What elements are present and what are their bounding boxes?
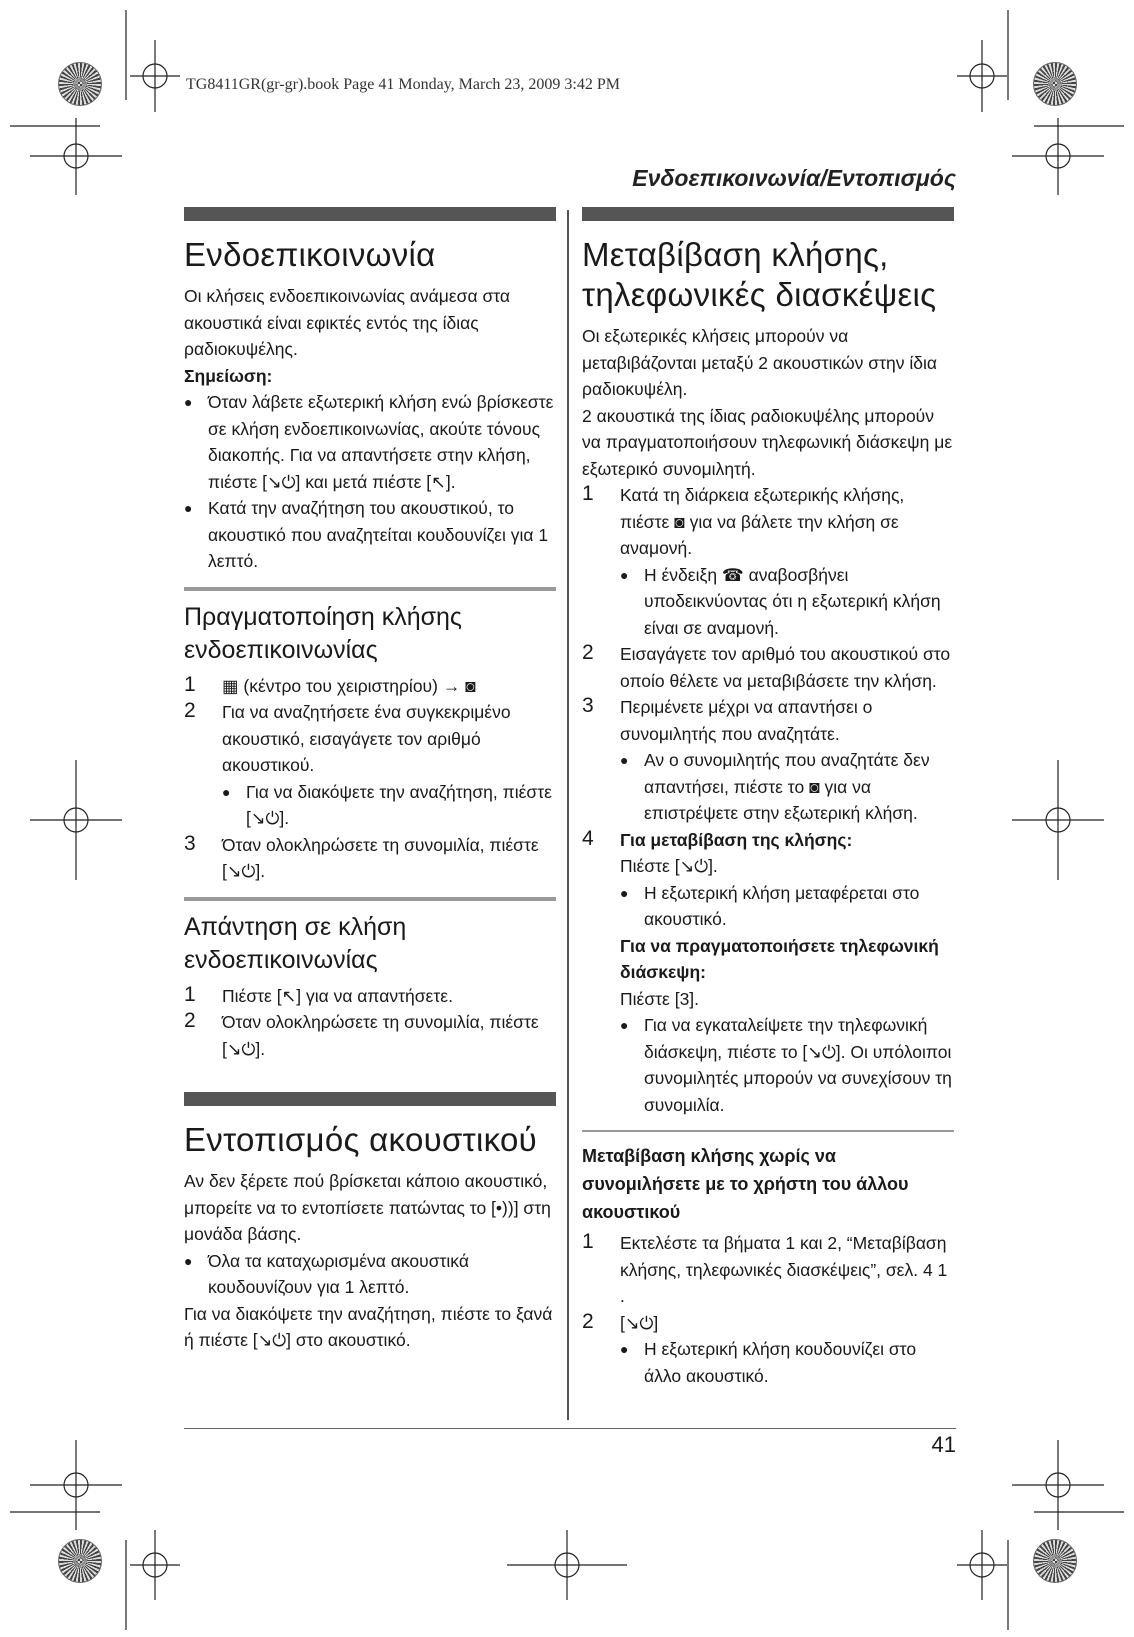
step-text: Όταν ολοκληρώσετε τη συνομιλία, πιέστε [↘⏻].: [222, 1012, 539, 1059]
step-text: Περιμένετε μέχρι να απαντήσει ο συνομιλητής που αναζητάτε.: [620, 697, 873, 744]
step-number: 1: [582, 1230, 594, 1253]
transfer-intro-2: 2 ακουστικά της ίδιας ραδιοκυψέλης μπορούν να πραγματοποιήσουν τηλεφωνική διάσκεψη με εξωτερικό συνομιλητή.: [582, 405, 953, 479]
step-number: 3: [184, 831, 196, 855]
transfer-intro-1: Οι εξωτερικές κλήσεις μπορούν να μεταβιβάζονται μεταξύ 2 ακουστικών στην ίδια ραδιοκυψέλη.: [582, 326, 937, 399]
step-number: 2: [184, 1009, 196, 1032]
step-press: Πιέστε [↘⏻].: [620, 856, 718, 876]
section-bar: [582, 207, 954, 221]
column-divider: [567, 210, 569, 1420]
answer-call-steps: [184, 983, 556, 1063]
intercom-intro: Οι κλήσεις ενδοεπικοινωνίας ανάμεσα στα ακουστικά είναι εφικτές εντός της ίδιας ραδιοκυψέλης.: [184, 286, 511, 359]
step-text: Πιέστε [↖] για να απαντήσετε.: [222, 985, 453, 1006]
step-text: Εκτελέστε τα βήματα 1 και 2, “Μεταβίβαση κλήσης, τηλεφωνικές διασκέψεις”, σελ. 4 1 .: [620, 1233, 948, 1306]
locator-bullets: [184, 1248, 556, 1301]
transfer-steps: [582, 482, 954, 1118]
answer-call-title: Απάντηση σε κλήση ενδοεπικοινωνίας: [184, 912, 407, 974]
step-item: [582, 694, 954, 827]
step-text: Κατά τη διάρκεια εξωτερικής κλήσης, πιέστε ◙ για να βάλετε την κλήση σε αναμονή.: [620, 485, 905, 558]
note-label: Σημείωση:: [184, 365, 273, 386]
make-intercom-call-section: [184, 587, 556, 885]
print-header: TG8411GR(gr-gr).book Page 41 Monday, March 23, 2009 3:42 PM: [186, 76, 620, 93]
step-number: 1: [582, 482, 594, 505]
step-item: [582, 1310, 954, 1390]
left-column: [184, 207, 556, 1354]
step-text: Όταν ολοκληρώσετε τη συνομιλία, πιέστε [↘⏻].: [222, 834, 539, 881]
step-bullets: [620, 1336, 954, 1389]
conference-press: Πιέστε [3].: [620, 988, 700, 1009]
footer-rule: [184, 1428, 956, 1429]
transfer-title: Μεταβίβαση κλήσης, τηλεφωνικές διασκέψεις: [582, 236, 937, 313]
page-number: 41: [931, 1432, 956, 1457]
section-bar: [184, 207, 556, 221]
locator-outro: Για να διακόψετε την αναζήτηση, πιέστε το ξανά ή πιέστε [↘⏻] στο ακουστικό.: [184, 1303, 553, 1350]
locator-bullet: ● Όλα τα καταχωρισμένα ακουστικά κουδουνίζουν για 1 λεπτό.: [184, 1248, 556, 1301]
step-bullet: ● Για να διακόψετε την αναζήτηση, πιέστε [↘⏻].: [222, 779, 556, 832]
subsection-rule: [582, 1130, 954, 1132]
step-item: [582, 1230, 954, 1310]
step-item: [184, 699, 556, 832]
step-bullets: [222, 779, 556, 832]
step-bullet: ● Η εξωτερική κλήση κουδουνίζει στο άλλο ακουστικό.: [620, 1336, 954, 1389]
locator-intro: Αν δεν ξέρετε πού βρίσκεται κάποιο ακουστικό, μπορείτε να το εντοπίσετε πατώντας το [•))] στη μονάδα βάσης.: [184, 1171, 551, 1244]
step-text: Για να αναζητήσετε ένα συγκεκριμένο ακουστικό, εισαγάγετε τον αριθμό ακουστικού.: [222, 702, 511, 775]
step-number: 1: [184, 982, 196, 1006]
transfer-no-talk-steps: [582, 1230, 954, 1389]
locator-title: Εντοπισμός ακουστικού: [184, 1121, 537, 1158]
step-item: [184, 1009, 556, 1062]
make-call-title: Πραγματοποίηση κλήσης ενδοεπικοινωνίας: [184, 602, 462, 664]
step-number: 2: [582, 641, 594, 664]
conference-heading: Για να πραγματοποιήσετε τηλεφωνική διάσκεψη:: [620, 935, 939, 982]
step-bullet: ● Αν ο συνομιλητής που αναζητάτε δεν απαντήσει, πιέστε το ◙ για να επιστρέψετε στην εξωτερική κλήση.: [620, 747, 954, 827]
transfer-section: [582, 207, 954, 1118]
step-bullets: [620, 880, 954, 933]
step-bullet: ● Η ένδειξη ☎ αναβοσβήνει υποδεικνύοντας ότι η εξωτερική κλήση είναι σε αναμονή.: [620, 562, 954, 642]
note-item: ● Κατά την αναζήτηση του ακουστικού, το ακουστικό που αναζητείται κουδουνίζει για 1 λεπτό.: [184, 495, 556, 575]
step-item: [582, 827, 954, 1119]
step-text: ▦ (κέντρο του χειριστηρίου) → ◙: [222, 675, 476, 696]
step-bullet: ● Η εξωτερική κλήση μεταφέρεται στο ακουστικό.: [620, 880, 954, 933]
intercom-section: [184, 207, 556, 575]
transfer-without-talk-section: [582, 1130, 954, 1389]
step-text: [↘⏻]: [620, 1312, 659, 1333]
step-item: [582, 641, 954, 694]
note-item: ● Όταν λάβετε εξωτερική κλήση ενώ βρίσκεστε σε κλήση ενδοεπικοινωνίας, ακούτε τόνους διακοπής. Για να απαντήσετε στην κλήση, πιέστε [↘⏻] και μετά πιέστε [↖].: [184, 389, 556, 495]
answer-intercom-call-section: [184, 897, 556, 1063]
subsection-rule: [184, 587, 556, 591]
handset-locator-section: [184, 1092, 556, 1354]
step-number: 4: [582, 826, 594, 850]
step-item: [184, 983, 556, 1010]
step-text: Εισαγάγετε τον αριθμό του ακουστικού στο οποίο θέλετε να μεταβιβάσετε την κλήση.: [620, 644, 951, 691]
step-number: 2: [184, 699, 196, 722]
intercom-title: Ενδοεπικοινωνία: [184, 236, 436, 273]
step-bullets: [620, 1012, 954, 1118]
make-call-steps: [184, 673, 556, 885]
step-bullet: ● Για να εγκαταλείψετε την τηλεφωνική διάσκεψη, πιέστε το [↘⏻]. Οι υπόλοιποι συνομιλητές μπορούν να συνεχίσουν τη συνομιλία.: [620, 1012, 954, 1118]
step-bullets: [620, 747, 954, 827]
step-number: 1: [184, 672, 196, 696]
step-item: [582, 482, 954, 641]
right-column: [582, 207, 954, 1389]
step-number: 3: [582, 694, 594, 717]
step-number: 2: [582, 1309, 594, 1333]
step-text: Για μεταβίβαση της κλήσης:: [620, 829, 853, 850]
transfer-no-talk-title: Μεταβίβαση κλήσης χωρίς να συνομιλήσετε με το χρήστη του άλλου ακουστικού: [582, 1146, 909, 1222]
note-list: [184, 389, 556, 575]
step-item: [184, 832, 556, 885]
subsection-rule: [184, 897, 556, 901]
step-bullets: [620, 562, 954, 642]
section-bar: [184, 1092, 556, 1106]
step-item: [184, 673, 556, 700]
running-head: Ενδοεπικοινωνία/Εντοπισμός: [632, 165, 956, 191]
